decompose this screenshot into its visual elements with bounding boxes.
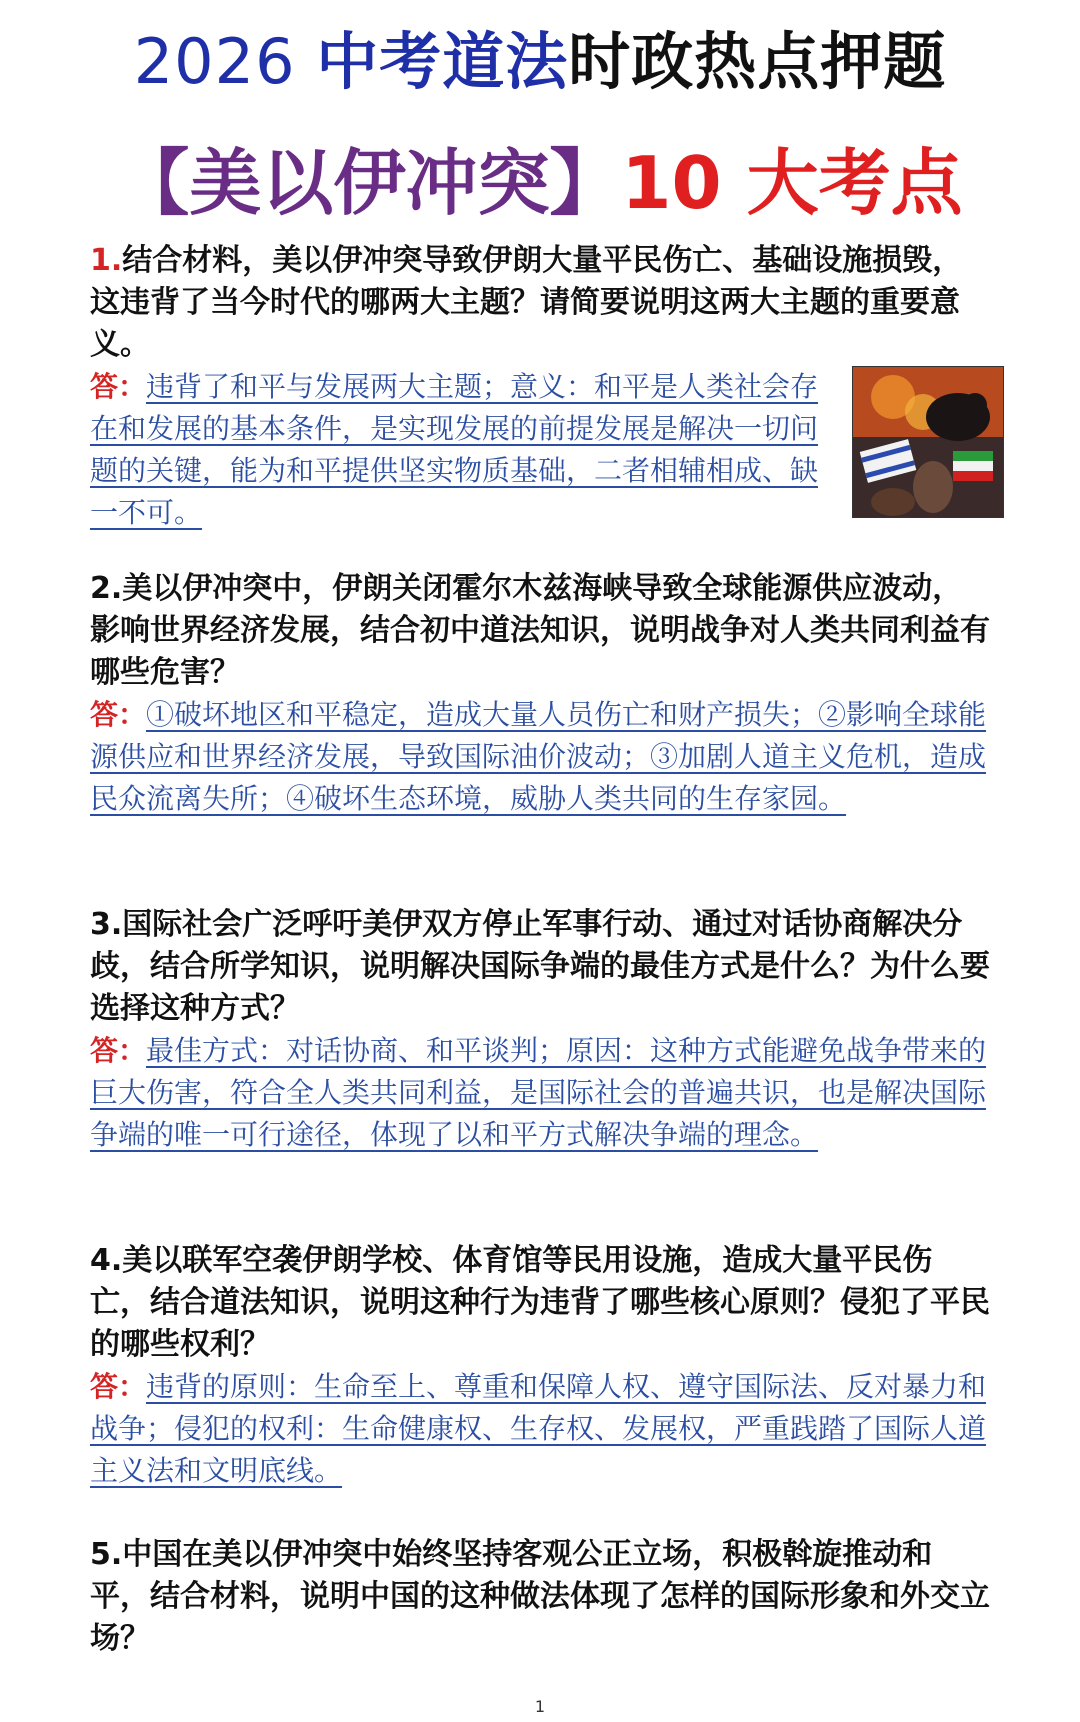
answer-label: 答： bbox=[90, 1370, 147, 1403]
question-4 bbox=[90, 1240, 990, 1366]
question-text: 美以伊冲突中，伊朗关闭霍尔木兹海峡导致全球能源供应波动，影响世界经济发展，结合初中道法知识，说明战争对人类共同利益有哪些危害？ bbox=[90, 571, 990, 690]
title-highlight: 中考道法 bbox=[316, 25, 569, 98]
subtitle-count: 10 大考点 bbox=[621, 141, 963, 225]
answer-3 bbox=[90, 1030, 990, 1156]
answer-4 bbox=[90, 1366, 990, 1492]
question-5 bbox=[90, 1534, 990, 1660]
question-block-2 bbox=[90, 568, 990, 820]
question-block-3 bbox=[90, 904, 990, 1156]
subtitle-bracket-close: 】 bbox=[549, 141, 622, 225]
title-year: 2026 bbox=[133, 25, 317, 98]
question-block-4 bbox=[90, 1240, 990, 1492]
question-number: 5. bbox=[90, 1537, 123, 1572]
answer-text: 违背了和平与发展两大主题；意义：和平是人类社会存在和发展的基本条件，是实现发展的前提发展是解决一切问题的关键，能为和平提供坚实物质基础，二者相辅相成、缺一不可。 bbox=[90, 370, 819, 529]
page-subtitle bbox=[0, 140, 1080, 226]
answer-text: ①破坏地区和平稳定，造成大量人员伤亡和财产损失；②影响全球能源供应和世界经济发展，导致国际油价波动；③加剧人道主义危机，造成民众流离失所；④破坏生态环境，威胁人类共同的生存家园。 bbox=[90, 698, 987, 815]
question-number: 1. bbox=[90, 243, 123, 278]
answer-1 bbox=[90, 366, 830, 534]
subtitle-topic: 美以伊冲突 bbox=[189, 141, 550, 225]
question-1 bbox=[90, 240, 990, 366]
page-number: 1 bbox=[534, 1697, 546, 1716]
question-text: 美以联军空袭伊朗学校、体育馆等民用设施，造成大量平民伤亡，结合道法知识，说明这种行为违背了哪些核心原则？侵犯了平民的哪些权利？ bbox=[90, 1243, 990, 1362]
question-number: 3. bbox=[90, 907, 123, 942]
page-title bbox=[0, 24, 1080, 100]
question-block-5 bbox=[90, 1534, 990, 1660]
question-text: 中国在美以伊冲突中始终坚持客观公正立场，积极斡旋推动和平，结合材料，说明中国的这种做法体现了怎样的国际形象和外交立场？ bbox=[90, 1537, 990, 1656]
answer-text: 违背的原则：生命至上、尊重和保障人权、遵守国际法、反对暴力和战争；侵犯的权利：生命健康权、生存权、发展权，严重践踏了国际人道主义法和文明底线。 bbox=[90, 1370, 987, 1487]
subtitle-bracket-open: 【 bbox=[117, 141, 190, 225]
answer-text: 最佳方式：对话协商、和平谈判；原因：这种方式能避免战争带来的巨大伤害，符合全人类共同利益，是国际社会的普遍共识，也是解决国际争端的唯一可行途径，体现了以和平方式解决争端的理念。 bbox=[90, 1034, 987, 1151]
answer-2 bbox=[90, 694, 990, 820]
answer-label: 答： bbox=[90, 698, 147, 731]
question-text: 国际社会广泛呼吁美伊双方停止军事行动、通过对话协商解决分歧，结合所学知识，说明解决国际争端的最佳方式是什么？为什么要选择这种方式？ bbox=[90, 907, 990, 1026]
question-2 bbox=[90, 568, 990, 694]
illustration-image bbox=[852, 366, 1004, 518]
question-3 bbox=[90, 904, 990, 1030]
question-number: 4. bbox=[90, 1243, 123, 1278]
title-rest: 时政热点押题 bbox=[568, 25, 947, 98]
war-illustration-icon bbox=[853, 367, 1003, 517]
answer-label: 答： bbox=[90, 370, 147, 403]
answer-label: 答： bbox=[90, 1034, 147, 1067]
question-text: 结合材料，美以伊冲突导致伊朗大量平民伤亡、基础设施损毁，这违背了当今时代的哪两大主题？请简要说明这两大主题的重要意义。 bbox=[90, 243, 963, 362]
question-number: 2. bbox=[90, 571, 123, 606]
